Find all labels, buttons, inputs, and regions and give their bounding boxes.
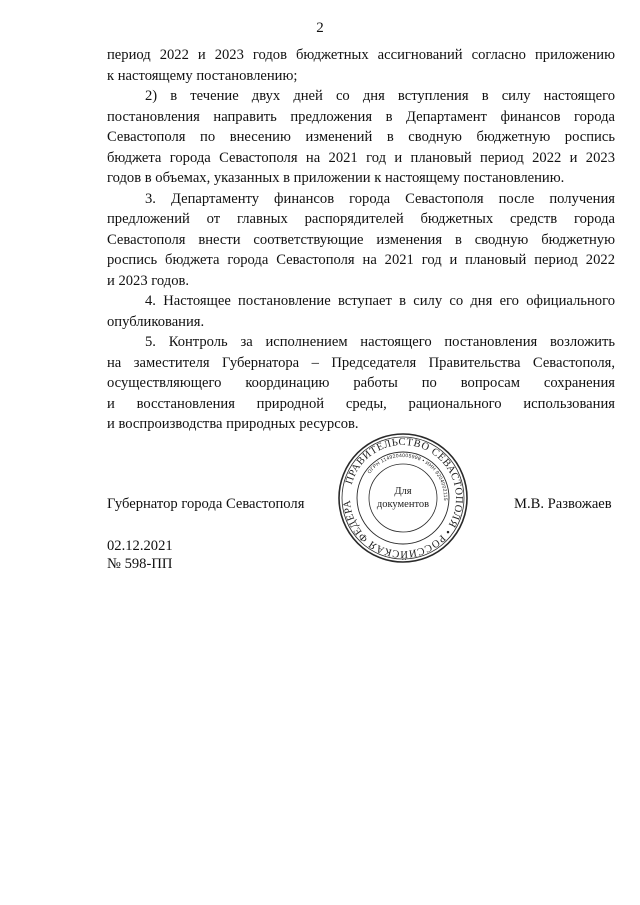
document-body [107,45,615,435]
document-number: № 598-ПП [107,556,173,572]
stamp-inner-text: ОГРН 1149204005998 • ИНН 9204002115 [366,452,449,502]
page-number: 2 [316,20,324,36]
stamp-outer-text: ПРАВИТЕЛЬСТВО СЕВАСТОПОЛЯ • РОССИЙСКАЯ ФЕДЕРА [341,436,465,560]
text-line: и воспроизводства природных ресурсов. [107,416,359,432]
text-line: Севастополя по внесению изменений в сводную бюджетную роспись [107,129,615,145]
text-line: 5. Контроль за исполнением настоящего постановления возложить [145,334,615,350]
official-seal-stamp [335,430,471,566]
text-line: постановления направить предложения в Департамент финансов города [107,108,615,125]
signatory-position: Губернатор города Севастополя [107,496,305,512]
text-line: роспись бюджета города Севастополя на 2021 год и плановый период 2022 [107,252,615,268]
signatory-name: М.В. Развожаев [514,496,612,512]
stamp-center-line1: Для [394,486,412,497]
text-line: годов в объемах, указанных в приложении к настоящему постановлению. [107,170,565,186]
text-line: бюджета города Севастополя на 2021 год и плановый период 2022 и 2023 [107,149,615,166]
document-date: 02.12.2021 [107,538,173,554]
stamp-center-line2: документов [376,499,430,510]
text-line: 3. Департаменту финансов города Севастополя после получения [145,190,615,207]
text-line: 4. Настоящее постановление вступает в силу со дня его официального [145,293,615,309]
text-line: 2) в течение двух дней со дня вступления в силу настоящего [145,88,615,104]
text-line: осуществляющего координацию работы по вопросам сохранения [107,375,615,391]
text-line: и восстановления природной среды, рационального использования [107,395,615,412]
text-line: и 2023 годов. [107,272,190,289]
text-line: период 2022 и 2023 годов бюджетных ассигнований согласно приложению [107,47,615,63]
text-line: опубликования. [107,313,205,330]
text-line: к настоящему постановлению; [107,67,298,84]
text-line: на заместителя Губернатора – Председателя Правительства Севастополя, [107,354,615,371]
text-line: Севастополя внести соответствующие изменения в сводную бюджетную [107,231,615,248]
text-line: предложений от главных распорядителей бюджетных средств города [107,211,615,227]
